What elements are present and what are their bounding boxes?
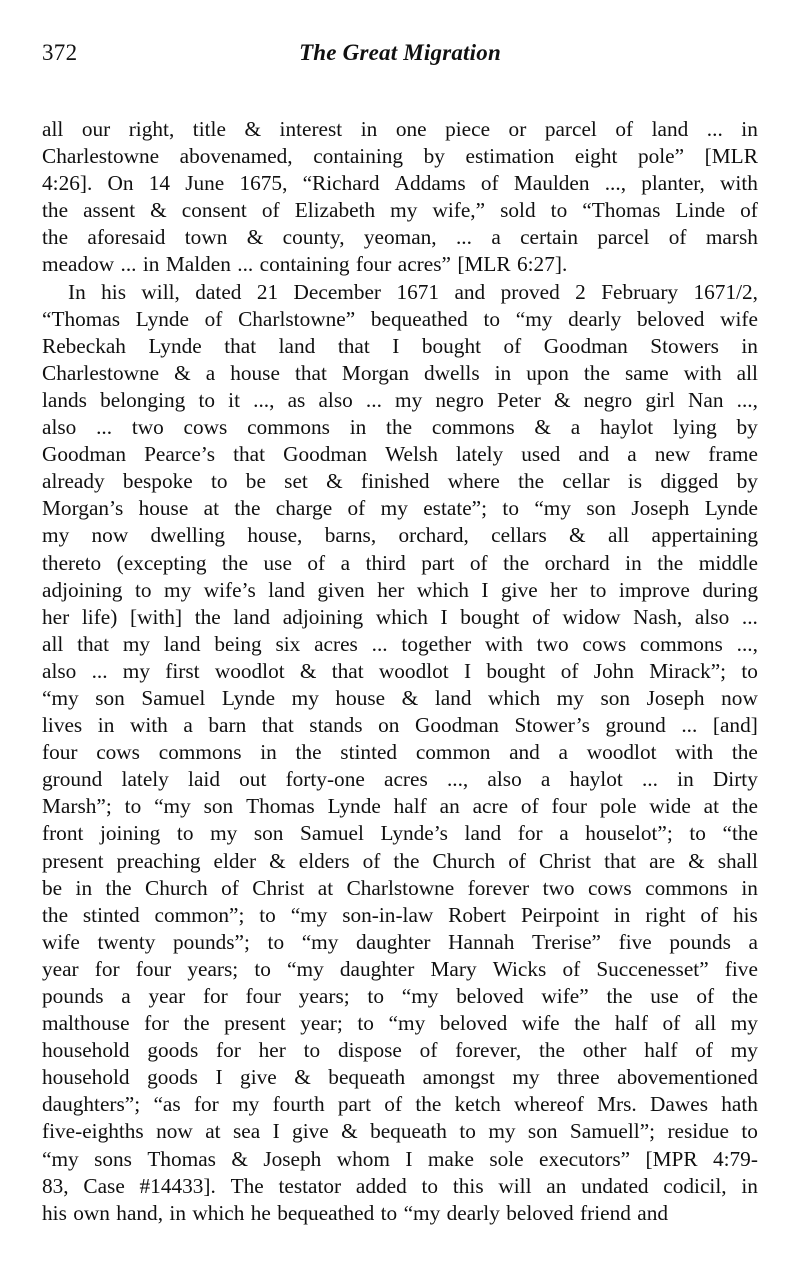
text-line: meadow ... in Malden ... containing four acres” [MLR 6:27]. — [42, 252, 568, 277]
text-line: also ... my first woodlot & that woodlot I bought of John Mirack”; to — [42, 658, 758, 683]
text-line: wife twenty pounds”; to “my daughter Hannah Trerise” five pounds a — [42, 929, 758, 954]
running-head — [0, 38, 800, 72]
text-line: be in the Church of Christ at Charlstowne forever two cows commons in — [42, 875, 758, 900]
text-line: front joining to my son Samuel Lynde’s land for a houselot”; to “the — [42, 821, 758, 846]
text-line: my now dwelling house, barns, orchard, cellars & all appertaining — [42, 523, 758, 548]
text-line: Morgan’s house at the charge of my estate”; to “my son Joseph Lynde — [42, 496, 758, 521]
text-line: thereto (excepting the use of a third part of the orchard in the middle — [42, 550, 758, 575]
book-title: The Great Migration — [299, 40, 501, 65]
text-line: lives in with a barn that stands on Goodman Stower’s ground ... [and] — [42, 713, 758, 738]
text-line: five-eighths now at sea I give & bequeath to my son Samuell”; residue to — [42, 1119, 758, 1144]
text-line: Charlestowne abovenamed, containing by estimation eight pole” [MLR — [42, 144, 758, 169]
text-line: “Thomas Lynde of Charlstowne” bequeathed to “my dearly beloved wife — [42, 306, 758, 331]
text-line: all that my land being six acres ... together with two cows commons ..., — [42, 631, 758, 656]
text-line: pounds a year for four years; to “my beloved wife” the use of the — [42, 984, 758, 1008]
text-line: his own hand, in which he bequeathed to “my dearly beloved friend and — [42, 1200, 668, 1225]
text-line: household goods I give & bequeath amongst my three abovementioned — [42, 1065, 758, 1090]
text-line: also ... two cows commons in the commons & a haylot lying by — [42, 415, 758, 440]
text-line: Charlestowne & a house that Morgan dwells in upon the same with all — [42, 360, 758, 385]
text-line: lands belonging to it ..., as also ... my negro Peter & negro girl Nan ..., — [42, 387, 758, 412]
text-line: Marsh”; to “my son Thomas Lynde half an acre of four pole wide at the — [42, 794, 758, 819]
text-line: ground lately laid out forty-one acres ..., also a haylot ... in Dirty — [42, 767, 758, 792]
text-line: Rebeckah Lynde that land that I bought of Goodman Stowers in — [42, 333, 758, 358]
paragraph-2 — [42, 279, 758, 1227]
text-line: “my son Samuel Lynde my house & land which my son Joseph now — [42, 685, 758, 710]
text-block — [42, 116, 758, 1227]
text-line: the aforesaid town & county, yeoman, ... a certain parcel of marsh — [42, 225, 758, 250]
text-line: the stinted common”; to “my son-in-law Robert Peirpoint in right of his — [42, 902, 758, 927]
text-line: already bespoke to be set & finished where the cellar is digged by — [42, 469, 758, 494]
text-line: daughters”; “as for my fourth part of the ketch whereof Mrs. Dawes hath — [42, 1092, 758, 1117]
paragraph-1 — [42, 116, 758, 279]
text-line: “my sons Thomas & Joseph whom I make sole executors” [MPR 4:79- — [42, 1146, 758, 1171]
text-line: her life) [with] the land adjoining which I bought of widow Nash, also ... — [42, 604, 758, 629]
text-line: malthouse for the present year; to “my beloved wife the half of all my — [42, 1011, 758, 1036]
text-line: 4:26]. On 14 June 1675, “Richard Addams of Maulden ..., planter, with — [42, 171, 758, 196]
text-line: adjoining to my wife’s land given her which I give her to improve during — [42, 577, 758, 602]
text-line: Goodman Pearce’s that Goodman Welsh lately used and a new frame — [42, 442, 758, 467]
text-line: household goods for her to dispose of forever, the other half of my — [42, 1038, 758, 1063]
text-line: In his will, dated 21 December 1671 and proved 2 February 1671/2, — [68, 279, 758, 304]
text-line: four cows commons in the stinted common and a woodlot with the — [42, 740, 758, 765]
text-line: the assent & consent of Elizabeth my wife,” sold to “Thomas Linde of — [42, 198, 758, 223]
text-line: 83, Case #14433]. The testator added to this will an undated codicil, in — [42, 1173, 758, 1198]
page-number: 372 — [42, 40, 78, 65]
text-line: present preaching elder & elders of the Church of Christ that are & shall — [42, 848, 758, 873]
text-line: all our right, title & interest in one piece or parcel of land ... in — [42, 117, 758, 141]
text-line: year for four years; to “my daughter Mary Wicks of Succenesset” five — [42, 956, 758, 981]
